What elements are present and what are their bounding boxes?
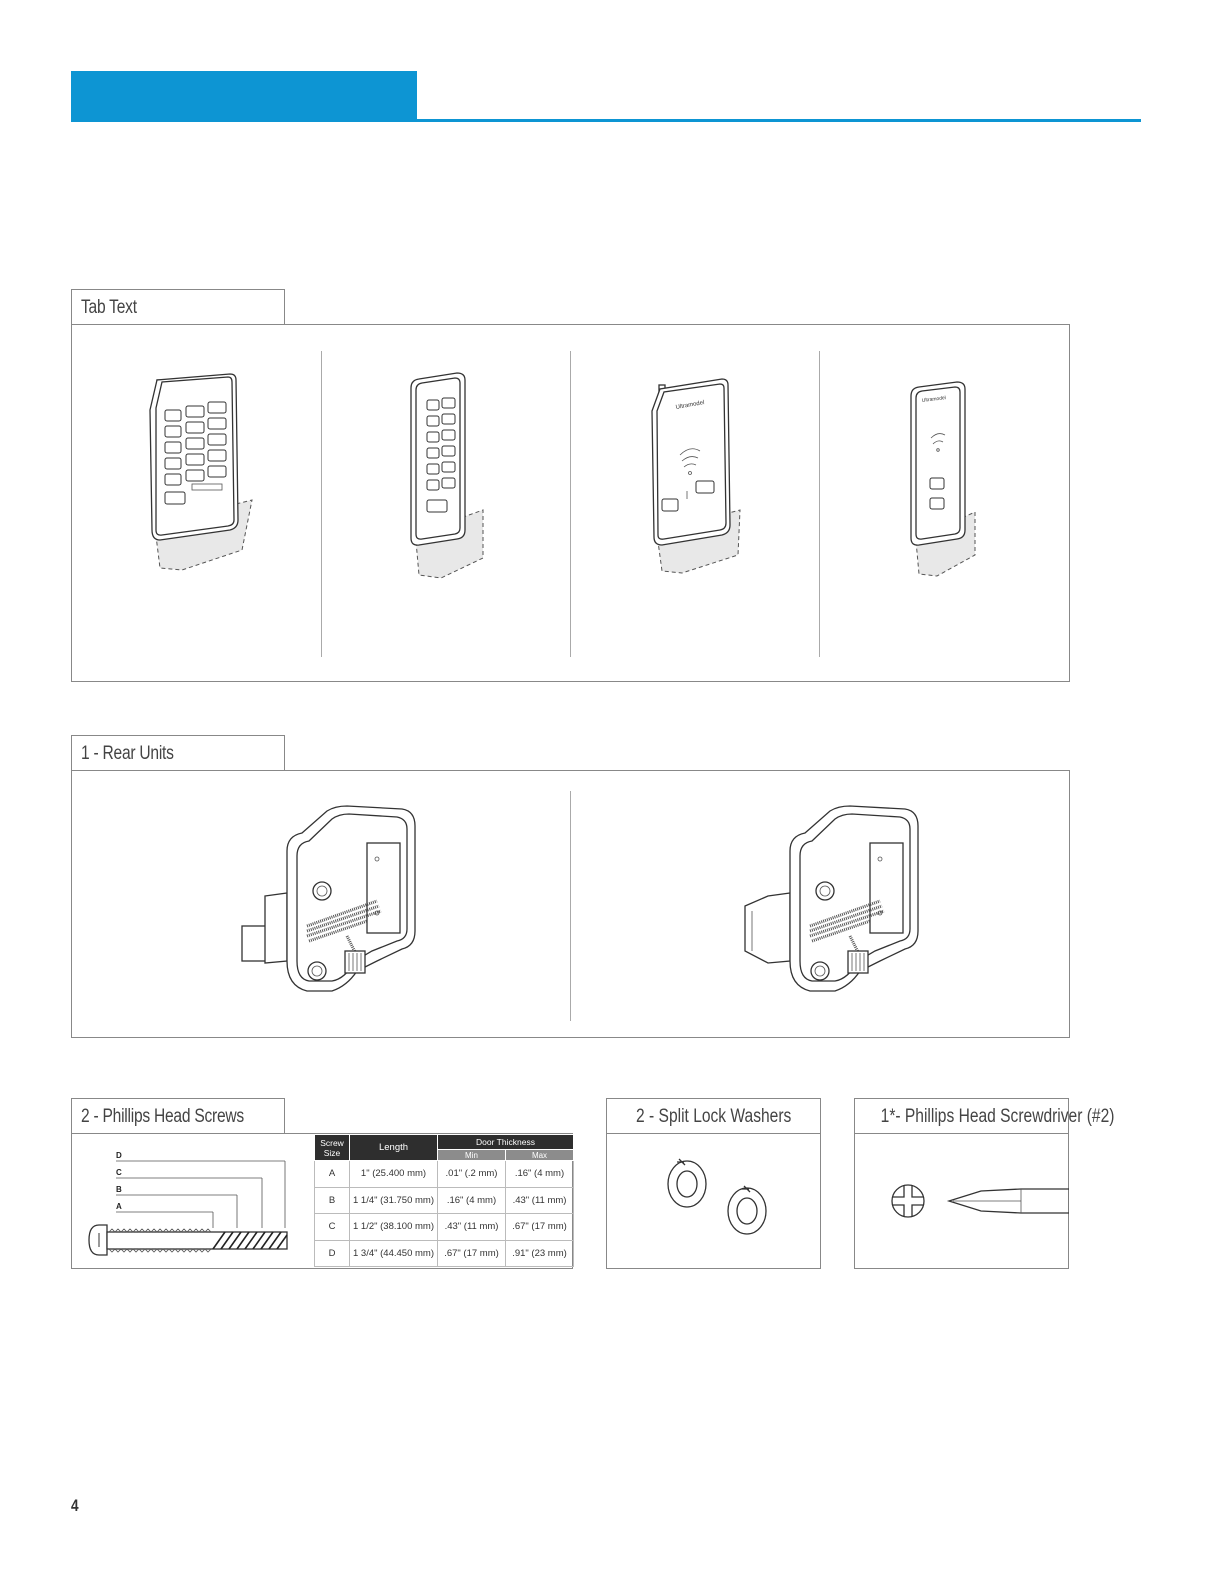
diagram-label-c: C — [116, 1168, 122, 1177]
screws-tab-label: 2 - Phillips Head Screws — [81, 1106, 244, 1127]
diagram-label-d: D — [116, 1151, 122, 1160]
screwdriver-tab-label: 1*- Phillips Head Screwdriver (#2) — [880, 1106, 1115, 1127]
screw-size-table — [314, 1134, 574, 1267]
table-row — [315, 1161, 574, 1188]
col-max: Max — [506, 1150, 574, 1161]
table-row — [315, 1214, 574, 1241]
cell-min: .67" (17 mm) — [438, 1240, 506, 1267]
cell-size: C — [315, 1214, 350, 1241]
cell-max: .91" (23 mm) — [506, 1240, 574, 1267]
cell-min: .43" (11 mm) — [438, 1214, 506, 1241]
screw-length-diagram — [85, 1140, 305, 1265]
cell-length: 1 1/2" (38.100 mm) — [350, 1214, 438, 1241]
rear-units-panel — [71, 770, 1070, 1038]
panel-divider — [321, 351, 322, 657]
washers-tab-label: 2 - Split Lock Washers — [635, 1106, 792, 1127]
rear-unit-right-illustration — [740, 801, 940, 996]
washer-icon — [662, 1156, 772, 1241]
rear-units-tab — [71, 735, 285, 771]
table-row — [315, 1240, 574, 1267]
washers-panel — [606, 1133, 821, 1269]
cell-size: B — [315, 1187, 350, 1214]
cell-max: .16" (4 mm) — [506, 1161, 574, 1188]
screwdriver-panel — [854, 1133, 1069, 1269]
panel-divider — [570, 791, 571, 1021]
screwdriver-icon — [891, 1179, 1069, 1224]
rfid-slim-illustration — [905, 380, 995, 585]
keypads-tab — [71, 289, 285, 325]
diagram-label-a: A — [116, 1202, 122, 1211]
page-number-label: 4 — [70, 1496, 79, 1515]
header-rule — [71, 119, 1141, 122]
cell-min: .01" (.2 mm) — [438, 1161, 506, 1188]
col-length: Length — [350, 1135, 438, 1161]
keypads-tab-label: Tab Text — [81, 297, 137, 318]
col-screw-size: Screw Size — [315, 1135, 350, 1161]
cell-min: .16" (4 mm) — [438, 1187, 506, 1214]
cell-size: A — [315, 1161, 350, 1188]
keypad-slim-illustration — [405, 370, 495, 585]
svg-text:Ultramodel: Ultramodel — [921, 395, 947, 404]
cell-max: .43" (11 mm) — [506, 1187, 574, 1214]
panel-divider — [819, 351, 820, 657]
cell-length: 1" (25.400 mm) — [350, 1161, 438, 1188]
keypad-wide-illustration — [142, 370, 262, 575]
cell-size: D — [315, 1240, 350, 1267]
screwdriver-tab — [854, 1098, 1115, 1134]
washers-tab — [606, 1098, 821, 1134]
svg-text:Ultramodel: Ultramodel — [675, 400, 705, 411]
cell-length: 1 3/4" (44.450 mm) — [350, 1240, 438, 1267]
keypads-panel — [71, 324, 1070, 682]
rear-unit-left-illustration — [237, 801, 437, 996]
rear-units-tab-label: 1 - Rear Units — [81, 743, 174, 764]
diagram-label-b: B — [116, 1185, 122, 1194]
header-accent-bar — [71, 71, 417, 121]
col-min: Min — [438, 1150, 506, 1161]
panel-divider — [570, 351, 571, 657]
col-door-thickness: Door Thickness — [438, 1135, 574, 1150]
rfid-wide-illustration — [642, 375, 752, 580]
table-row — [315, 1187, 574, 1214]
page-number — [70, 1496, 79, 1516]
cell-max: .67" (17 mm) — [506, 1214, 574, 1241]
cell-length: 1 1/4" (31.750 mm) — [350, 1187, 438, 1214]
screws-tab — [71, 1098, 285, 1134]
